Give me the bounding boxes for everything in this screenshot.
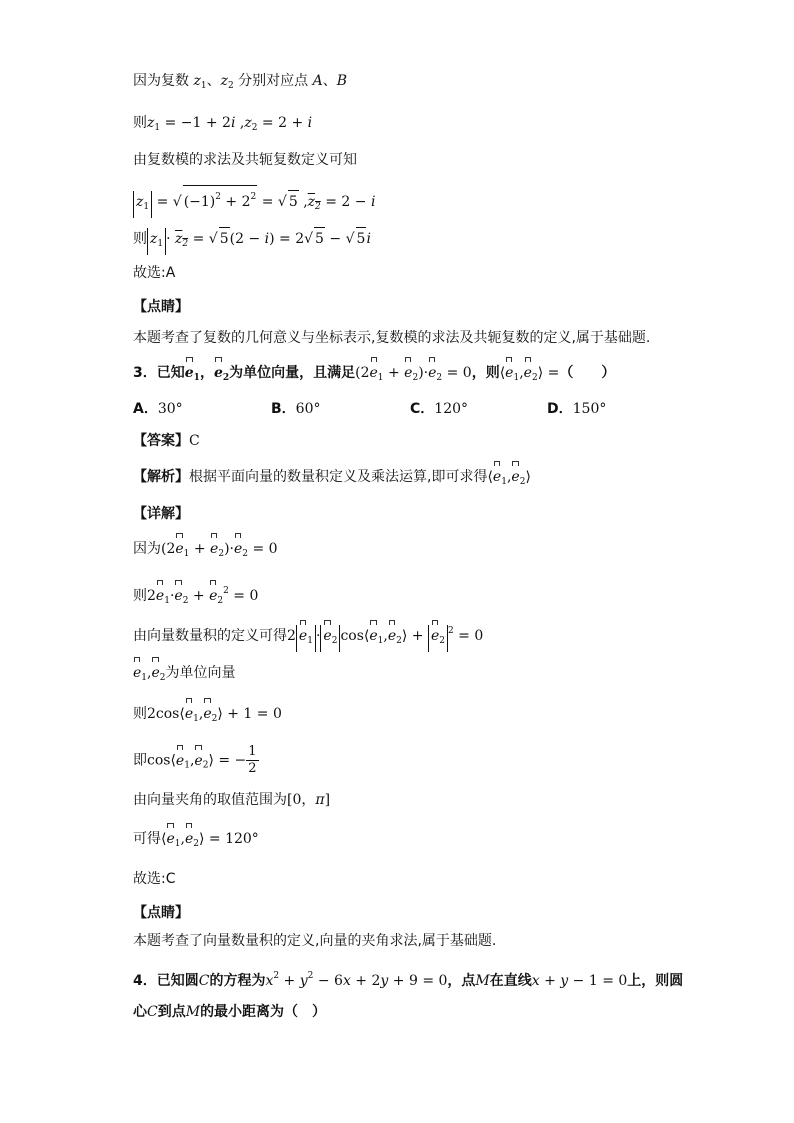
text: 本题考查了复数的几何意义与坐标表示,复数模的求法及共轭复数的定义,属于基础题. (133, 330, 651, 346)
text: 即 (133, 752, 147, 769)
text: 由复数模的求法及共轭复数定义可知 (133, 152, 357, 168)
text: 上，则圆 (627, 973, 684, 989)
detail-tag (133, 503, 189, 525)
solution-line-points: 因为复数 $z_1$、$z_2$ 分别对应点 A、B (133, 73, 348, 91)
text: 则 (133, 231, 147, 247)
text: 已知 (156, 365, 185, 381)
answer-value: C (189, 433, 200, 449)
text: 的最小距离为（ ） (200, 1004, 327, 1020)
question-number: 3． (133, 365, 157, 381)
question-4-stem-line1: 4．已知圆C的方程为$x^2 + y^2 - 6x + 2y + 9 = 0$，点M在直线x + y − 1 = 0上，则圆 (133, 971, 684, 989)
detail-step-9 (133, 868, 176, 890)
detail-step-4: $e_1,e_2$为单位向量 (133, 662, 236, 689)
detail-step-6: 即$\cos⟨e_1,e_2⟩$ = − $\frac{1}{2}$ (133, 744, 257, 776)
text: 则 (133, 706, 147, 722)
detail-step-8: 可得$⟨e_1,e_2⟩ = 120^\circ$ (133, 828, 259, 855)
choice-b[interactable]: B．60° (271, 401, 321, 417)
text: 为单位向量 (165, 665, 236, 681)
text: 则 (133, 115, 147, 131)
text: 【详解】 (133, 506, 189, 522)
text: ，则 (471, 365, 500, 381)
text: 为单位向量，且满足 (229, 365, 356, 381)
text: ，点 (447, 973, 476, 989)
solution-line-product: 则 $z_1 \cdot z_2$ = √ 5(2 − i) = 2√ 5 − √ 5i (133, 227, 371, 255)
detail-step-2: 则$2e_1\cdot e_2 + e_2^2 = 0$ (133, 586, 259, 606)
text: 故选:A (133, 265, 176, 281)
answer-tag: 【答案】 (133, 433, 189, 449)
text: 可得 (133, 831, 161, 847)
text: 分别对应点 (238, 73, 309, 89)
question-4-stem-line2: 心C到点M的最小距离为（ ） (133, 1004, 327, 1020)
question-number: 4． (133, 973, 157, 989)
text: 因为复数 (133, 73, 189, 89)
solution-line-z-values: 则$z_1 = -1 + 2i$ $,z_2 = 2 + i$ (133, 115, 313, 133)
choice-d[interactable]: D．150° (547, 401, 607, 417)
text: 已知圆 (156, 973, 199, 989)
solution-line-modulus: $z_1$ = √ $(-1)^2 + 2^2$ = √ 5 $,z_2 = 2 - i$ (133, 185, 375, 218)
text: 【点睛】 (133, 299, 189, 315)
answer-line (133, 430, 200, 452)
text: 由向量夹角的取值范围为 (133, 792, 287, 808)
dianjing-text-2 (133, 930, 496, 952)
detail-step-5: 则$2\cos⟨e_1,e_2⟩ + 1 = 0$ (133, 703, 282, 730)
text: 在直线 (489, 973, 532, 989)
text: 由向量数量积的定义可得 (133, 628, 287, 644)
dianjing-tag-2 (133, 902, 189, 924)
text: 根据平面向量的数量积定义及乘法运算,即可求得 (189, 469, 488, 485)
text: 到点 (157, 1004, 186, 1020)
text: 【点睛】 (133, 905, 189, 921)
detail-step-7: 由向量夹角的取值范围为[0，π] (133, 792, 331, 808)
solution-line-method (133, 149, 357, 171)
dianjing-text (133, 327, 650, 349)
text: 故选:C (133, 871, 176, 887)
text: 心 (133, 1004, 147, 1020)
answer-blank: （ ） (559, 365, 616, 381)
choice-a[interactable]: A．30° (133, 401, 183, 417)
text: 本题考查了向量数量积的定义,向量的夹角求法,属于基础题. (133, 933, 497, 949)
solution-line-choice (133, 262, 175, 284)
text: 的方程为 (209, 973, 266, 989)
text: 因为 (133, 541, 161, 557)
detail-step-3: 由向量数量积的定义可得2 $e_1 \cdot e_2$ $\cos⟨e_1,e_2⟩ + e_2^2 = 0$ (133, 620, 483, 652)
choice-c[interactable]: C．120° (410, 401, 469, 417)
question-3-choices (133, 398, 693, 420)
dianjing-tag (133, 296, 189, 318)
text: 则 (133, 588, 147, 604)
analysis-line: 【解析】根据平面向量的数量积定义及乘法运算,即可求得$⟨e_1,e_2⟩$ (133, 466, 531, 493)
analysis-tag: 【解析】 (133, 469, 189, 485)
question-3-stem: 3．已知$e_1$，$e_2$为单位向量，且满足$(2e_1 + e_2)\cdot e_2 = 0$，则$⟨e_1,e_2⟩$ =（ ） (133, 362, 615, 389)
detail-step-1: 因为$(2e_1 + e_2)\cdot e_2 = 0$ (133, 538, 278, 565)
